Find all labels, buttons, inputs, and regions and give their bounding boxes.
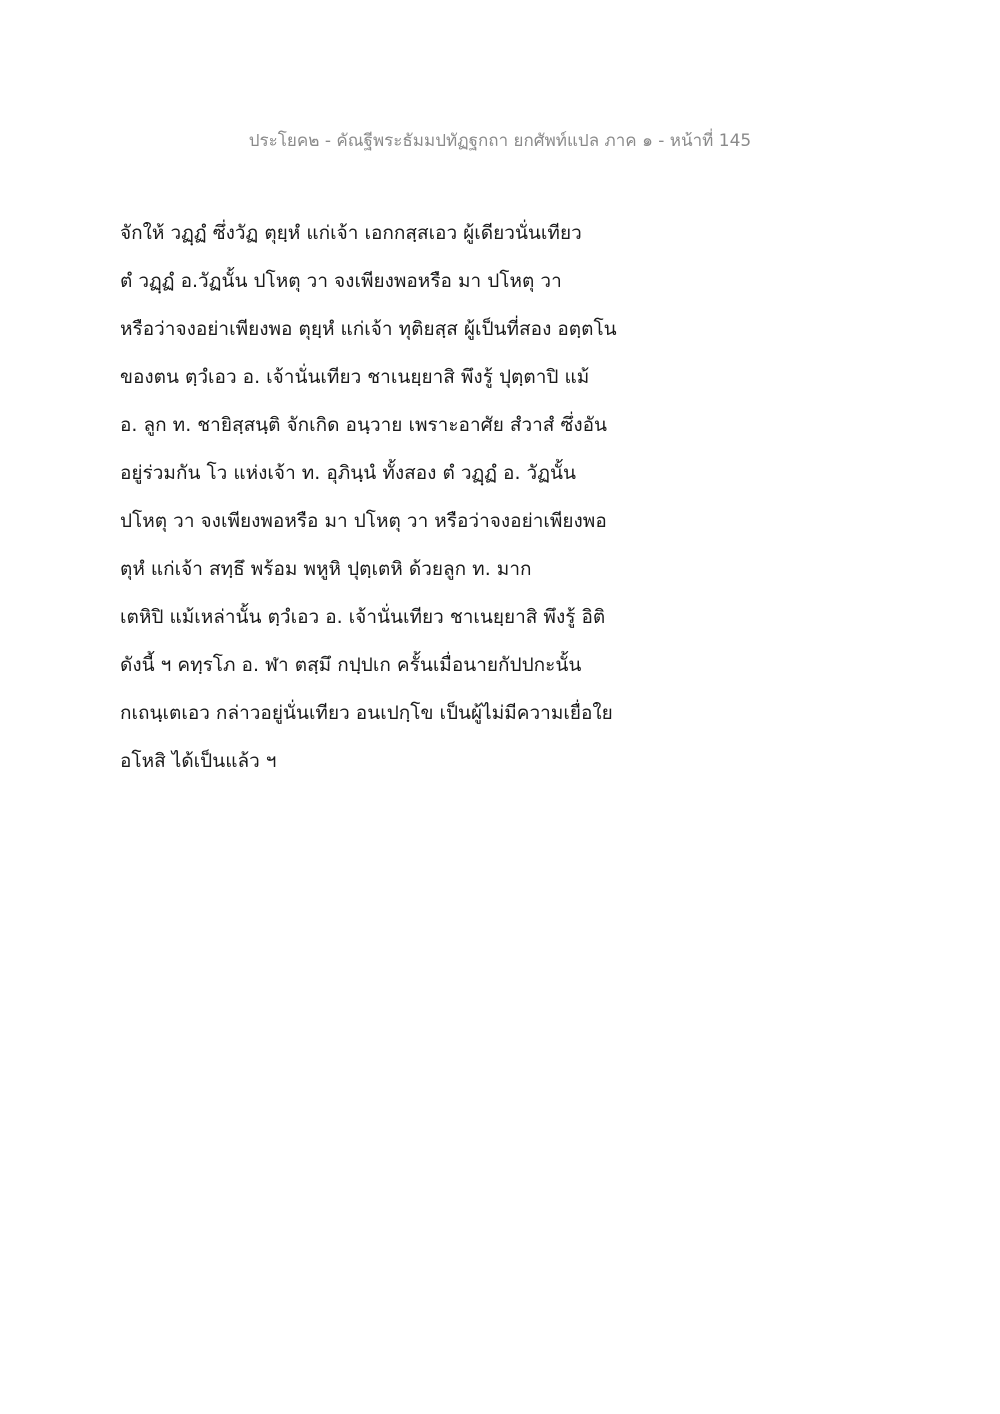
text-line: จักให้ วฏฺฏํ ซึ่งวัฏ ตุยฺหํ แก่เจ้า เอกกสฺสเอว ผู้เดียวนั่นเทียว bbox=[120, 222, 582, 244]
text-line: ดังนี้ ฯ คทฺรโภ อ. ฬา ตสฺมึ กปฺปเก ครั้นเมื่อนายกัปปกะนั้น bbox=[120, 654, 582, 676]
page-header: ประโยค๒ - คัณฐีพระธัมมปทัฏฐกถา ยกศัพท์แปล ภาค ๑ - หน้าที่ 145 bbox=[248, 131, 752, 151]
text-line: อ. ลูก ท. ชายิสฺสนฺติ จักเกิด อนฺวาย เพราะอาศัย สํวาสํ ซึ่งอัน bbox=[120, 414, 608, 436]
text-line: ของตน ตฺวํเอว อ. เจ้านั่นเทียว ชาเนยฺยาสิ พึงรู้ ปุตฺตาปิ แม้ bbox=[120, 366, 590, 388]
text-line: ปโหตุ วา จงเพียงพอหรือ มา ปโหตุ วา หรือว่าจงอย่าเพียงพอ bbox=[120, 510, 607, 532]
text-line: เตหิปิ แม้เหล่านั้น ตฺวํเอว อ. เจ้านั่นเทียว ชาเนยฺยาสิ พึงรู้ อิติ bbox=[120, 606, 606, 628]
text-line: อยู่ร่วมกัน โว แห่งเจ้า ท. อุภินฺนํ ทั้งสอง ตํ วฏฺฏํ อ. วัฏนั้น bbox=[120, 462, 576, 484]
body-text bbox=[120, 214, 680, 790]
text-line: ตํ วฏฺฏํ อ.วัฏนั้น ปโหตุ วา จงเพียงพอหรือ มา ปโหตุ วา bbox=[120, 270, 562, 292]
text-line: กเถนฺเตเอว กล่าวอยู่นั่นเทียว อนเปกฺโข เป็นผู้ไม่มีความเยื่อใย bbox=[120, 702, 613, 724]
text-line: ตุหํ แก่เจ้า สทฺธึ พร้อม พหูหิ ปุตฺเตหิ ด้วยลูก ท. มาก bbox=[120, 558, 532, 580]
text-line: หรือว่าจงอย่าเพียงพอ ตุยฺหํ แก่เจ้า ทุติยสฺส ผู้เป็นที่สอง อตฺตโน bbox=[120, 318, 617, 340]
text-line: อโหสิ ได้เป็นแล้ว ฯ bbox=[120, 750, 277, 772]
